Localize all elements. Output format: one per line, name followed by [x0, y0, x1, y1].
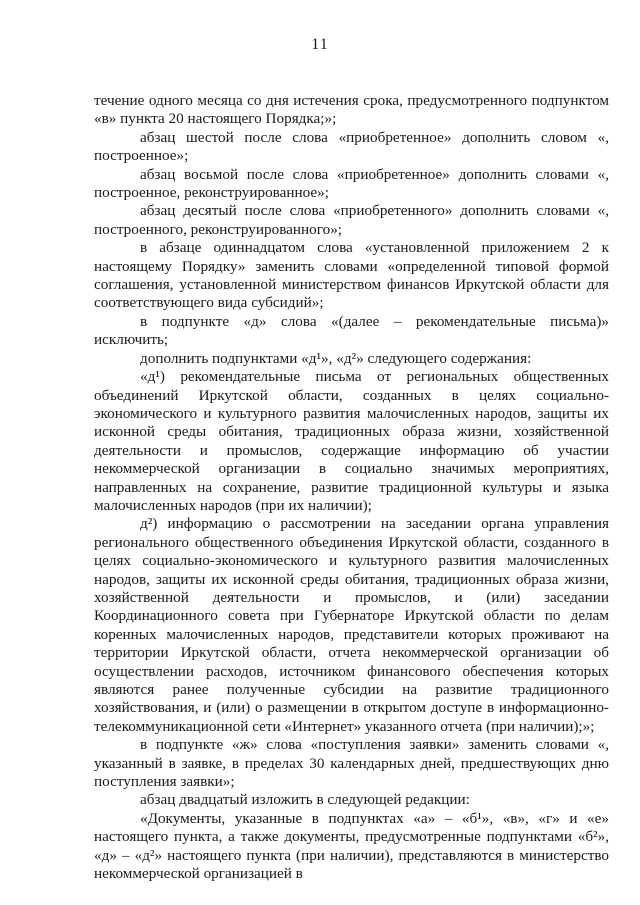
paragraph: «д¹) рекомендательные письма от региональных общественных объединений Иркутской области, созданных в целях социально-экономического и культурного развития малочисленных народов, защиты их исконной среды обитания, традиционных образа жизни, хозяйственной деятельности и промыслов, содержащие информацию об участии некоммерческой организации в социально значимых мероприятиях, направленных на сохранение, развитие традиционной культуры и языка малочисленных народов (при их наличии); [94, 368, 609, 514]
paragraph: «Документы, указанные в подпунктах «а» – «б¹», «в», «г» и «е» настоящего пункта, а также документы, предусмотренные подпунктами «б²», «д» – «д²» настоящего пункта (при наличии), представляются в министерство некоммерческой организацией в [94, 809, 609, 883]
paragraph: д²) информацию о рассмотрении на заседании органа управления регионального общественного объединения Иркутской области, созданного в целях социально-экономического и культурного развития малочисленных народов, защиты их исконной среды обитания, традиционных образа жизни, хозяйственной деятельности и промыслов, и (или) заседании Координационного совета при Губернаторе Иркутской области по делам коренных малочисленных народов, представители которых проживают на территории Иркутской области, отчета некоммерческой организации об осуществлении расходов, источником финансового обеспечения которых являются ранее полученные субсидии на развитие традиционного хозяйствования, и (или) о размещении в открытом доступе в информационно-телекоммуникационной сети «Интернет» указанного отчета (при наличии);»; [94, 515, 609, 735]
page-number: 11 [311, 36, 329, 53]
paragraph: в подпункте «ж» слова «поступления заявки» заменить словами «, указанный в заявке, в пределах 30 календарных дней, предшествующих дню поступления заявки»; [94, 736, 609, 791]
paragraph: в абзаце одиннадцатом слова «установленной приложением 2 к настоящему Порядку» заменить словами «определенной типовой формой соглашения, установленной министерством финансов Иркутской области для соответствующего вида субсидий»; [94, 239, 609, 312]
paragraph: абзац восьмой после слова «приобретенное» дополнить словами «, построенное, реконструированное»; [94, 165, 609, 202]
paragraph: абзац двадцатый изложить в следующей редакции: [140, 791, 470, 809]
paragraph: в подпункте «д» слова «(далее – рекомендательные письма)» исключить; [94, 312, 609, 349]
paragraph: течение одного месяца со дня истечения срока, предусмотренного подпунктом «в» пункта 20 настоящего Порядка;»; [94, 92, 609, 128]
paragraph: абзац шестой после слова «приобретенное» дополнить словом «, построенное»; [94, 128, 609, 165]
document-body [94, 92, 609, 883]
paragraph: дополнить подпунктами «д¹», «д²» следующего содержания: [140, 349, 532, 367]
paragraph: абзац десятый после слова «приобретенного» дополнить словами «, построенного, реконструированного»; [94, 202, 609, 238]
